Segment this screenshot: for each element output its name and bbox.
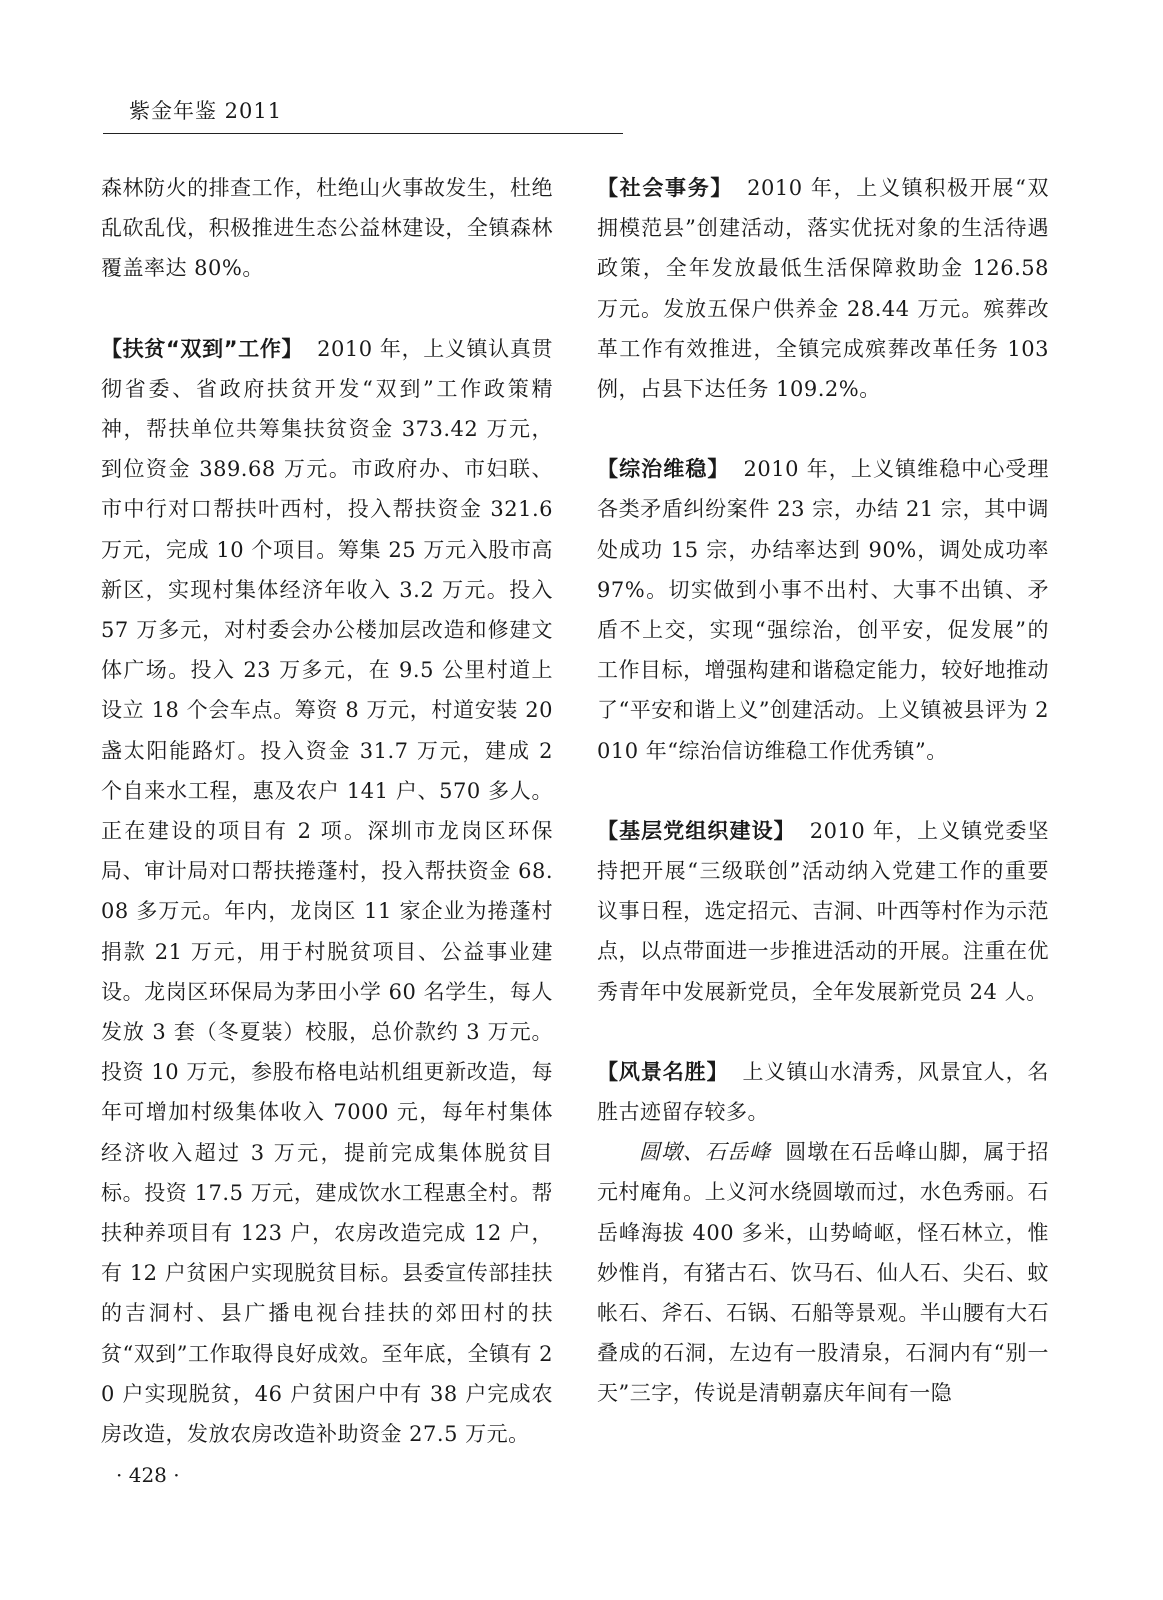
party-building-section	[597, 811, 1049, 1012]
stability-section	[597, 449, 1049, 771]
stability-heading: 【综治维稳】	[597, 457, 730, 482]
social-affairs-heading: 【社会事务】	[597, 176, 734, 200]
scenic-spots-section	[597, 1052, 1049, 1132]
social-affairs-body: 2010 年，上义镇积极开展“双拥模范县”创建活动，落实优抚对象的生活待遇政策，全年发放最低生活保障救助金 126.58 万元。发放五保户供养金 28.44 万元。殡葬改革工作有效推进，全镇完成殡葬改革任务 103 例，占县下达任务 109.2%。	[597, 176, 1049, 402]
scenic-entry-paragraph	[597, 1132, 1049, 1413]
stability-body: 2010 年，上义镇维稳中心受理各类矛盾纠纷案件 23 宗，办结 21 宗，其中调处成功 15 宗，办结率达到 90%，调处成功率 97%。切实做到小事不出村、大事不出镇、矛盾不上交，实现“强综治，创平安，促发展”的工作目标，增强构建和谐稳定能力，较好地推动了“平安和谐上义”创建活动。上义镇被县评为 2010 年“综治信访维稳工作优秀镇”。	[597, 457, 1050, 763]
poverty-alleviation-section	[101, 329, 553, 1455]
poverty-alleviation-heading: 【扶贫“双到”工作】	[101, 336, 304, 361]
right-column	[597, 168, 1049, 1414]
social-affairs-section	[597, 168, 1049, 409]
header-rule	[103, 133, 623, 134]
party-building-body: 2010 年，上义镇党委坚持把开展“三级联创”活动纳入党建工作的重要议事日程，选定招元、吉洞、叶西等村作为示范点，以点带面进一步推进活动的开展。注重在优秀青年中发展新党员，全年发展新党员 24 人。	[597, 818, 1049, 1004]
continuation-paragraph: 森林防火的排查工作，杜绝山火事故发生，杜绝乱砍乱伐，积极推进生态公益林建设，全镇森林覆盖率达 80%。	[101, 176, 553, 281]
poverty-alleviation-body: 2010 年，上义镇认真贯彻省委、省政府扶贫开发“双到”工作政策精神，帮扶单位共筹集扶贫资金 373.42 万元，到位资金 389.68 万元。市政府办、市妇联、市中行对口帮扶叶西村，投入帮扶资金 321.6 万元，完成 10 个项目。筹集 25 万元入股市高新区，实现村集体经济年收入 3.2 万元。投入 57 万多元，对村委会办公楼加层改造和修建文体广场。投入 23 万多元，在 9.5 公里村道上设立 18 个会车点。筹资 8 万元，村道安装 20 盏太阳能路灯。投入资金 31.7 万元，建成 2 个自来水工程，惠及农户 141 户、570 多人。正在建设的项目有 2 项。深圳市龙岗区环保局、审计局对口帮扶捲蓬村，投入帮扶资金 68.08 多万元。年内，龙岗区 11 家企业为捲蓬村捐款 21 万元，用于村脱贫项目、公益事业建设。龙岗区环保局为茅田小学 60 名学生，每人发放 3 套（冬夏装）校服，总价款约 3 万元。投资 10 万元，参股布格电站机组更新改造，每年可增加村级集体收入 7000 元，每年村集体经济收入超过 3 万元，提前完成集体脱贫目标。投资 17.5 万元，建成饮水工程惠全村。帮扶种养项目有 123 户，农房改造完成 12 户，有 12 户贫困户实现脱贫目标。县委宣传部挂扶的吉洞村、县广播电视台挂扶的郊田村的扶贫“双到”工作取得良好成效。至年底，全镇有 20 户实现脱贫，46 户贫困户中有 38 户完成农房改造，发放农房改造补助资金 27.5 万元。	[101, 336, 554, 1447]
scenic-entry-label: 圆墩、石岳峰	[639, 1140, 772, 1165]
scenic-spots-heading: 【风景名胜】	[597, 1059, 729, 1084]
party-building-heading: 【基层党组织建设】	[597, 818, 796, 843]
scenic-spots-body: 上义镇山水清秀，风景宜人，名胜古迹留存较多。	[597, 1059, 1050, 1125]
left-column	[101, 168, 553, 1454]
page-number: · 428 ·	[116, 1463, 180, 1487]
scenic-entry-body: 圆墩在石岳峰山脚，属于招元村庵角。上义河水绕圆墩而过，水色秀丽。石岳峰海拔 400 多米，山势崎岖，怪石林立，惟妙惟肖，有猪古石、饮马石、仙人石、尖石、蚊帐石、斧石、石锅、石船等景观。半山腰有大石叠成的石洞，左边有一股清泉，石洞内有“别一天”三字，传说是清朝嘉庆年间有一隐	[597, 1140, 1050, 1406]
running-title: 紫金年鉴 2011	[129, 99, 283, 123]
